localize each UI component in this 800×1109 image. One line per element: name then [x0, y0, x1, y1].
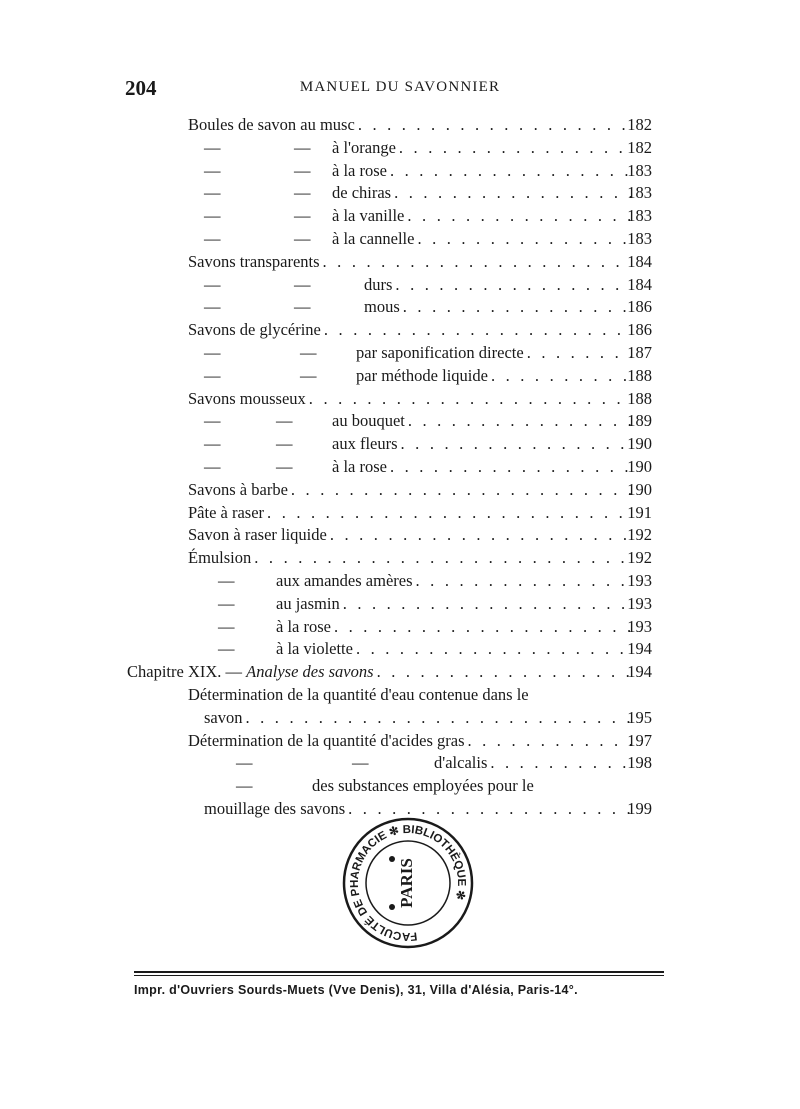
toc-entry-title: au jasmin: [276, 593, 340, 613]
toc-entry-title: savon: [204, 707, 243, 727]
leader-dots: [353, 638, 631, 661]
running-title: MANUEL DU SAVONNIER: [299, 79, 501, 95]
ditto-dash: —: [204, 411, 221, 431]
leader-dots: [400, 296, 631, 319]
ditto-dash: —: [204, 206, 221, 226]
toc-entry-title: à l'orange: [332, 137, 396, 157]
toc-entry-title: mous: [364, 297, 400, 317]
printer-imprint: Impr. d'Ouvriers Sourds-Muets (Vve Denis), 31, Villa d'Alésia, Paris-14°.: [134, 983, 578, 997]
toc-entry: [0, 456, 800, 479]
ditto-dash: —: [218, 593, 235, 613]
leader-dots: [340, 593, 631, 616]
toc-entry-title: par méthode liquide: [356, 365, 488, 385]
leader-dots: [243, 707, 632, 730]
stamp-ornament: [389, 856, 395, 862]
leader-dots: [488, 365, 631, 388]
toc-entry-title: aux amandes amères: [276, 570, 413, 590]
toc-entry-title: Savons transparents: [188, 251, 320, 271]
toc-entry: [0, 775, 800, 798]
toc-entry: [0, 570, 800, 593]
toc-entry-title: à la cannelle: [332, 228, 415, 248]
leader-dots: [387, 160, 631, 183]
toc-entry-page: 191: [627, 502, 652, 522]
leader-dots: [321, 319, 631, 342]
toc-entry-page: 199: [627, 798, 652, 818]
toc-entry-title: à la rose: [332, 160, 387, 180]
ditto-dash: —: [204, 342, 221, 362]
leader-dots: [465, 730, 632, 753]
ditto-dash: —: [204, 365, 221, 385]
ditto-dash: —: [276, 411, 293, 431]
ditto-dash: —: [294, 183, 311, 203]
toc-entry-page: 184: [627, 251, 652, 271]
toc-entry-page: 186: [627, 297, 652, 317]
toc-entry: [0, 251, 800, 274]
toc-entry: [0, 160, 800, 183]
toc-entry-title: à la rose: [276, 616, 331, 636]
leader-dots: [392, 274, 631, 297]
toc-entry: [0, 182, 800, 205]
toc-entry: [0, 684, 800, 707]
toc-entry-continuation: [0, 707, 800, 730]
ditto-dash: —: [294, 228, 311, 248]
chapter-label: Chapitre XIX. —: [127, 662, 247, 682]
ditto-dash: —: [218, 616, 235, 636]
ditto-dash: —: [204, 456, 221, 476]
toc-entry-title: à la vanille: [332, 206, 405, 226]
ditto-dash: —: [204, 434, 221, 454]
toc-entry-title: aux fleurs: [332, 434, 398, 454]
toc-entry: [0, 752, 800, 775]
toc-entry-title: mouillage des savons: [204, 798, 346, 818]
leader-dots: [487, 752, 631, 775]
toc-entry-page: 190: [627, 434, 652, 454]
ditto-dash: —: [204, 183, 221, 203]
chapter-entry: [0, 661, 800, 684]
toc-entry-title: de chiras: [332, 183, 392, 203]
ditto-dash: —: [276, 456, 293, 476]
leader-dots: [414, 228, 631, 251]
footer-rule: [134, 971, 664, 973]
leader-dots: [306, 388, 631, 411]
leader-dots: [413, 570, 631, 593]
toc-entry-page: 193: [627, 616, 652, 636]
toc-entry: [0, 638, 800, 661]
toc-entry-title: Émulsion: [188, 548, 252, 568]
leader-dots: [396, 137, 631, 160]
ditto-dash: —: [218, 570, 235, 590]
toc-entry: [0, 365, 800, 388]
toc-entry: [0, 388, 800, 411]
leader-dots: [374, 661, 631, 684]
toc-entry: [0, 342, 800, 365]
toc-entry-title: au bouquet: [332, 411, 405, 431]
ditto-dash: —: [276, 434, 293, 454]
toc-entry-title: Savons mousseux: [188, 388, 306, 408]
stamp-center-text: PARIS: [397, 858, 416, 908]
toc-entry: [0, 137, 800, 160]
toc-entry-page: 190: [627, 479, 652, 499]
ditto-dash: —: [218, 639, 235, 659]
toc-entry-page: 190: [627, 456, 652, 476]
toc-entry-page: 188: [627, 365, 652, 385]
page-header: [0, 76, 800, 100]
leader-dots: [327, 524, 631, 547]
toc-entry-title: Boules de savon au musc: [188, 115, 355, 134]
page-number: 204: [125, 76, 157, 100]
leader-dots: [288, 479, 631, 502]
toc-entry: [0, 479, 800, 502]
toc-entry-title: Savons de glycérine: [188, 320, 321, 340]
toc-entry-title: à la rose: [332, 456, 387, 476]
ditto-dash: —: [204, 228, 221, 248]
toc-entry-title: Détermination de la quantité d'acides gras: [188, 730, 465, 750]
ditto-dash: —: [294, 297, 311, 317]
library-stamp: [340, 815, 476, 951]
toc-entry: [0, 114, 800, 137]
toc-entry-title: des substances employées pour le: [312, 776, 534, 796]
toc-entry-page: 183: [627, 160, 652, 180]
ditto-dash: —: [204, 137, 221, 157]
ditto-dash: —: [204, 274, 221, 294]
toc-entry-title: Pâte à raser: [188, 502, 265, 522]
ditto-dash: —: [236, 753, 253, 773]
toc-entry-page: 189: [627, 411, 652, 431]
toc-entry: [0, 433, 800, 456]
toc-entry-page: 193: [627, 593, 652, 613]
toc-entry-page: 195: [627, 707, 652, 727]
toc-entry-page: 188: [627, 388, 652, 408]
ditto-dash: —: [294, 274, 311, 294]
toc-entry: [0, 616, 800, 639]
ditto-dash: —: [300, 342, 317, 362]
leader-dots: [524, 342, 631, 365]
leader-dots: [251, 547, 631, 570]
toc-entry-page: 193: [627, 570, 652, 590]
toc-entry-page: 183: [627, 183, 652, 203]
ditto-dash: —: [300, 365, 317, 385]
leader-dots: [404, 205, 631, 228]
toc-entry-title: d'alcalis: [434, 753, 488, 773]
toc-entry-page: 187: [627, 342, 652, 362]
toc-entry-title: durs: [364, 274, 393, 294]
ditto-dash: —: [204, 297, 221, 317]
toc-entry-page: 184: [627, 274, 652, 294]
toc-entry-page: 198: [627, 753, 652, 773]
toc-entry-title: Détermination de la quantité d'eau contenue dans le: [188, 684, 529, 704]
ditto-dash: —: [204, 160, 221, 180]
ditto-dash: —: [294, 206, 311, 226]
stamp-ring-text: FACULTÉ DE PHARMACIE ✻ BIBLIOTHÈQUE ✻: [348, 823, 468, 943]
toc-entry: [0, 730, 800, 753]
ditto-dash: —: [352, 753, 369, 773]
toc-entry-page: 182: [627, 137, 652, 157]
ditto-dash: —: [236, 776, 253, 796]
leader-dots: [331, 616, 631, 639]
toc-entry-page: 194: [627, 662, 652, 682]
stamp-ornament: [389, 904, 395, 910]
toc-entry: [0, 205, 800, 228]
table-of-contents: [0, 114, 800, 821]
toc-entry-title: Savon à raser liquide: [188, 525, 327, 545]
toc-entry-title: à la violette: [276, 639, 353, 659]
toc-entry-page: 186: [627, 320, 652, 340]
ditto-dash: —: [294, 160, 311, 180]
chapter-title: Analyse des savons: [246, 662, 374, 682]
toc-entry: [0, 547, 800, 570]
toc-entry-page: 182: [627, 115, 652, 134]
toc-entry: [0, 228, 800, 251]
leader-dots: [387, 456, 631, 479]
toc-entry: [0, 410, 800, 433]
toc-entry: [0, 593, 800, 616]
toc-entry: [0, 319, 800, 342]
toc-entry-title: Savons à barbe: [188, 479, 288, 499]
toc-entry-title: par saponification directe: [356, 342, 524, 362]
leader-dots: [320, 251, 631, 274]
toc-entry: [0, 296, 800, 319]
ditto-dash: —: [294, 137, 311, 157]
toc-entry-page: 183: [627, 228, 652, 248]
toc-entry-page: 197: [627, 730, 652, 750]
toc-entry: [0, 502, 800, 525]
toc-entry: [0, 524, 800, 547]
toc-entry: [0, 274, 800, 297]
toc-entry-page: 192: [627, 548, 652, 568]
leader-dots: [391, 182, 631, 205]
leader-dots: [398, 433, 631, 456]
toc-entry-page: 183: [627, 206, 652, 226]
toc-entry-page: 194: [627, 639, 652, 659]
leader-dots: [405, 410, 631, 433]
toc-entry-page: 192: [627, 525, 652, 545]
footer-rule-thin: [134, 975, 664, 976]
leader-dots: [264, 502, 631, 525]
leader-dots: [355, 114, 631, 137]
